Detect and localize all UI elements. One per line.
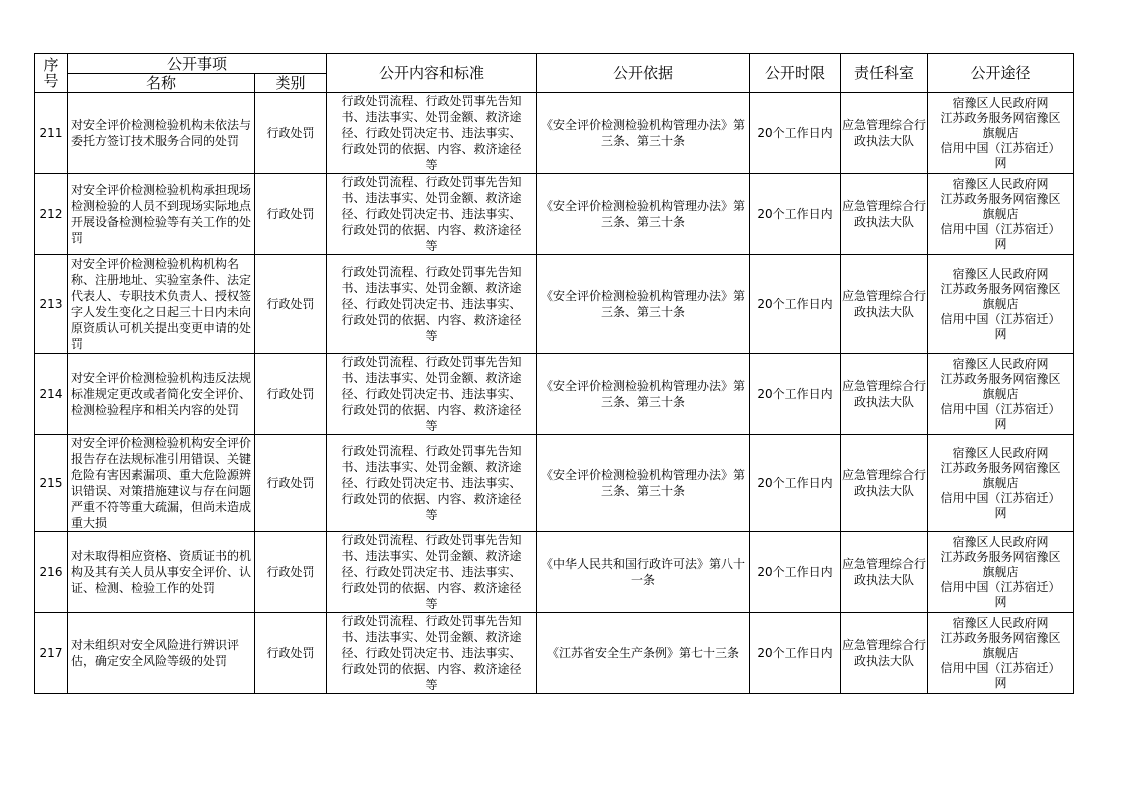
header-basis: 公开依据 (537, 54, 750, 93)
row-seq: 212 (35, 174, 68, 255)
header-department: 责任科室 (841, 54, 928, 93)
row-time-limit: 20个工作日内 (750, 532, 841, 613)
content-line: 书、违法事实、处罚金额、救济途 (341, 371, 522, 385)
channel-line: 旗舰店 (982, 564, 1019, 579)
channel-line: 宿豫区人民政府网 (952, 356, 1049, 371)
channel-line: 江苏政务服务网宿豫区 (940, 371, 1061, 386)
channel-line: 宿豫区人民政府网 (952, 534, 1049, 549)
row-channel (928, 354, 1074, 435)
content-line: 行政处罚流程、行政处罚事先告知 (341, 533, 522, 547)
channel-line: 江苏政务服务网宿豫区 (940, 630, 1061, 645)
content-line: 径、行政处罚决定书、违法事实、 (341, 387, 522, 401)
content-line: 行政处罚流程、行政处罚事先告知 (341, 94, 522, 108)
content-line: 等 (425, 419, 438, 433)
row-time-limit: 20个工作日内 (750, 255, 841, 354)
row-content (327, 354, 537, 435)
row-seq: 215 (35, 435, 68, 532)
content-line: 等 (425, 158, 438, 172)
table-row (35, 93, 1074, 174)
row-basis: 《安全评价检测检验机构管理办法》第三条、第三十条 (537, 354, 750, 435)
channel-line: 信用中国（江苏宿迁） (940, 140, 1061, 155)
row-time-limit: 20个工作日内 (750, 93, 841, 174)
channel-line: 宿豫区人民政府网 (952, 95, 1049, 110)
content-line: 等 (425, 508, 438, 522)
row-category: 行政处罚 (255, 613, 327, 694)
content-line: 径、行政处罚决定书、违法事实、 (341, 297, 522, 311)
channel-line: 信用中国（江苏宿迁） (940, 311, 1061, 326)
content-line: 径、行政处罚决定书、违法事实、 (341, 565, 522, 579)
header-seq-line1: 序 (43, 56, 59, 74)
content-line: 等 (425, 597, 438, 611)
channel-line: 江苏政务服务网宿豫区 (940, 110, 1061, 125)
content-line: 径、行政处罚决定书、违法事实、 (341, 126, 522, 140)
channel-line: 江苏政务服务网宿豫区 (940, 549, 1061, 564)
channel-line: 宿豫区人民政府网 (952, 445, 1049, 460)
channel-line: 网 (994, 594, 1007, 609)
row-time-limit: 20个工作日内 (750, 613, 841, 694)
channel-line: 网 (994, 155, 1007, 170)
header-category: 类别 (255, 74, 327, 93)
row-basis: 《安全评价检测检验机构管理办法》第三条、第三十条 (537, 93, 750, 174)
row-department: 应急管理综合行政执法大队 (841, 93, 928, 174)
content-line: 行政处罚流程、行政处罚事先告知 (341, 355, 522, 369)
content-line: 行政处罚的依据、内容、救济途径 (341, 492, 522, 506)
channel-line: 网 (994, 505, 1007, 520)
row-name: 对安全评价检测检验机构机构名称、注册地址、实验室条件、法定代表人、专职技术负责人、授权签字人发生变化之日起三十日内未向原资质认可机关提出变更申请的处罚 (68, 255, 255, 354)
header-row-1 (35, 54, 1074, 74)
header-seq-line2: 号 (43, 72, 59, 90)
row-channel (928, 93, 1074, 174)
channel-line: 宿豫区人民政府网 (952, 615, 1049, 630)
row-seq: 214 (35, 354, 68, 435)
header-public-item: 公开事项 (68, 54, 327, 74)
content-line: 行政处罚流程、行政处罚事先告知 (341, 614, 522, 628)
content-line: 径、行政处罚决定书、违法事实、 (341, 646, 522, 660)
row-content (327, 435, 537, 532)
row-name: 对安全评价检测检验机构安全评价报告存在法规标准引用错误、关键危险有害因素漏项、重大危险源辨识错误、对策措施建议与存在问题严重不符等重大疏漏，但尚未造成重大损 (68, 435, 255, 532)
content-line: 行政处罚流程、行政处罚事先告知 (341, 444, 522, 458)
content-line: 行政处罚流程、行政处罚事先告知 (341, 265, 522, 279)
row-content (327, 532, 537, 613)
channel-line: 旗舰店 (982, 296, 1019, 311)
row-department: 应急管理综合行政执法大队 (841, 174, 928, 255)
row-basis: 《江苏省安全生产条例》第七十三条 (537, 613, 750, 694)
row-channel (928, 613, 1074, 694)
row-time-limit: 20个工作日内 (750, 354, 841, 435)
channel-line: 网 (994, 416, 1007, 431)
channel-line: 宿豫区人民政府网 (952, 176, 1049, 191)
row-name: 对安全评价检测检验机构承担现场检测检验的人员不到现场实际地点开展设备检测检验等有关工作的处罚 (68, 174, 255, 255)
content-line: 行政处罚的依据、内容、救济途径 (341, 581, 522, 595)
content-line: 等 (425, 678, 438, 692)
channel-line: 江苏政务服务网宿豫区 (940, 281, 1061, 296)
header-seq (35, 54, 68, 93)
content-line: 行政处罚的依据、内容、救济途径 (341, 313, 522, 327)
channel-line: 旗舰店 (982, 645, 1019, 660)
row-category: 行政处罚 (255, 435, 327, 532)
content-line: 径、行政处罚决定书、违法事实、 (341, 476, 522, 490)
header-name: 名称 (68, 74, 255, 93)
content-line: 书、违法事实、处罚金额、救济途 (341, 281, 522, 295)
header-time-limit: 公开时限 (750, 54, 841, 93)
table-row (35, 255, 1074, 354)
row-basis: 《安全评价检测检验机构管理办法》第三条、第三十条 (537, 435, 750, 532)
table-body (35, 93, 1074, 694)
row-seq: 217 (35, 613, 68, 694)
channel-line: 旗舰店 (982, 386, 1019, 401)
table-row (35, 532, 1074, 613)
row-category: 行政处罚 (255, 93, 327, 174)
row-department: 应急管理综合行政执法大队 (841, 354, 928, 435)
row-name: 对安全评价检测检验机构未依法与委托方签订技术服务合同的处罚 (68, 93, 255, 174)
row-seq: 211 (35, 93, 68, 174)
channel-line: 信用中国（江苏宿迁） (940, 221, 1061, 236)
content-line: 书、违法事实、处罚金额、救济途 (341, 460, 522, 474)
content-line: 行政处罚的依据、内容、救济途径 (341, 403, 522, 417)
row-seq: 213 (35, 255, 68, 354)
row-name: 对未组织对安全风险进行辨识评估，确定安全风险等级的处罚 (68, 613, 255, 694)
row-seq: 216 (35, 532, 68, 613)
row-department: 应急管理综合行政执法大队 (841, 255, 928, 354)
row-channel (928, 174, 1074, 255)
channel-line: 旗舰店 (982, 206, 1019, 221)
channel-line: 旗舰店 (982, 125, 1019, 140)
row-time-limit: 20个工作日内 (750, 435, 841, 532)
content-line: 书、违法事实、处罚金额、救济途 (341, 191, 522, 205)
content-line: 书、违法事实、处罚金额、救济途 (341, 110, 522, 124)
channel-line: 信用中国（江苏宿迁） (940, 660, 1061, 675)
row-content (327, 93, 537, 174)
row-department: 应急管理综合行政执法大队 (841, 613, 928, 694)
row-basis: 《安全评价检测检验机构管理办法》第三条、第三十条 (537, 255, 750, 354)
content-line: 径、行政处罚决定书、违法事实、 (341, 207, 522, 221)
content-line: 书、违法事实、处罚金额、救济途 (341, 549, 522, 563)
table-row (35, 174, 1074, 255)
channel-line: 旗舰店 (982, 475, 1019, 490)
row-name: 对未取得相应资格、资质证书的机构及其有关人员从事安全评价、认证、检测、检验工作的处罚 (68, 532, 255, 613)
channel-line: 信用中国（江苏宿迁） (940, 579, 1061, 594)
row-content (327, 255, 537, 354)
header-channel: 公开途径 (928, 54, 1074, 93)
channel-line: 信用中国（江苏宿迁） (940, 490, 1061, 505)
row-content (327, 174, 537, 255)
channel-line: 网 (994, 326, 1007, 341)
content-line: 行政处罚的依据、内容、救济途径 (341, 142, 522, 156)
header-content: 公开内容和标准 (327, 54, 537, 93)
row-time-limit: 20个工作日内 (750, 174, 841, 255)
row-basis: 《中华人民共和国行政许可法》第八十一条 (537, 532, 750, 613)
row-category: 行政处罚 (255, 174, 327, 255)
row-basis: 《安全评价检测检验机构管理办法》第三条、第三十条 (537, 174, 750, 255)
table-row (35, 354, 1074, 435)
row-category: 行政处罚 (255, 255, 327, 354)
channel-line: 江苏政务服务网宿豫区 (940, 460, 1061, 475)
table-row (35, 613, 1074, 694)
row-channel (928, 255, 1074, 354)
channel-line: 宿豫区人民政府网 (952, 266, 1049, 281)
row-name: 对安全评价检测检验机构违反法规标准规定更改或者简化安全评价、检测检验程序和相关内容的处罚 (68, 354, 255, 435)
row-content (327, 613, 537, 694)
content-line: 等 (425, 239, 438, 253)
row-category: 行政处罚 (255, 532, 327, 613)
channel-line: 信用中国（江苏宿迁） (940, 401, 1061, 416)
content-line: 行政处罚的依据、内容、救济途径 (341, 662, 522, 676)
table-row (35, 435, 1074, 532)
row-channel (928, 435, 1074, 532)
content-line: 书、违法事实、处罚金额、救济途 (341, 630, 522, 644)
content-line: 等 (425, 329, 438, 343)
row-department: 应急管理综合行政执法大队 (841, 435, 928, 532)
channel-line: 网 (994, 236, 1007, 251)
channel-line: 网 (994, 675, 1007, 690)
content-line: 行政处罚的依据、内容、救济途径 (341, 223, 522, 237)
disclosure-table (34, 53, 1074, 694)
channel-line: 江苏政务服务网宿豫区 (940, 191, 1061, 206)
row-department: 应急管理综合行政执法大队 (841, 532, 928, 613)
row-channel (928, 532, 1074, 613)
row-category: 行政处罚 (255, 354, 327, 435)
content-line: 行政处罚流程、行政处罚事先告知 (341, 175, 522, 189)
